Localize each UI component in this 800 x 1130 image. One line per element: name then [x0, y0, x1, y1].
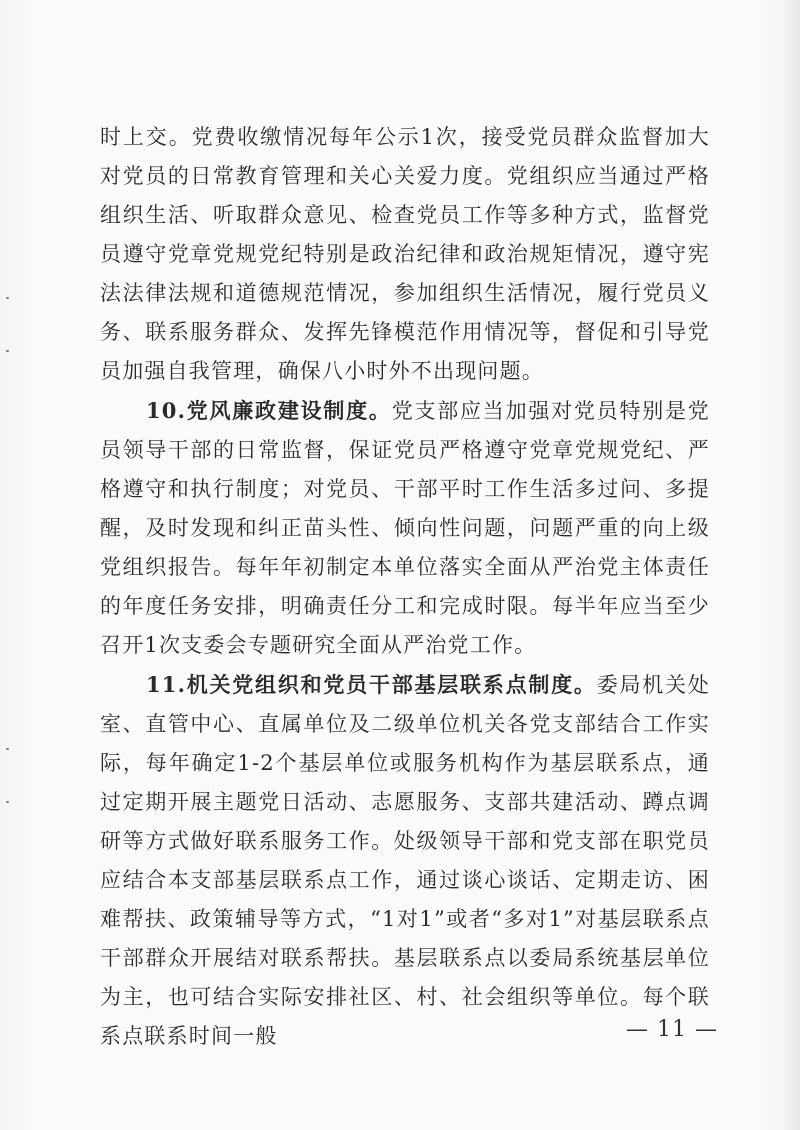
- page-number: — 11 —: [626, 1017, 718, 1042]
- page-edge-shadow: [782, 0, 800, 1130]
- paragraph-text: 时上交。党费收缴情况每年公示1次，接受党员群众监督加大对党员的日常教育管理和关心关爱力度。党组织应当通过严格组织生活、听取群众意见、检查党员工作等多种方式，监督党员遵守党章党规党纪特别是政治纪律和政治规矩情况，遵守宪法法律法规和道德规范情况，参加组织生活情况，履行党员义务、联系服务群众、发挥先锋模范作用情况等，督促和引导党员加强自我管理，确保八小时外不出现问题。: [100, 125, 710, 383]
- section-heading: 11.机关党组织和党员干部基层联系点制度。: [146, 672, 597, 697]
- binding-hole-mark: [6, 350, 9, 352]
- binding-hole-mark: [6, 748, 9, 750]
- section-heading: 10.党风廉政建设制度。: [146, 398, 392, 423]
- paragraph-party-conduct: [100, 391, 710, 665]
- paragraph-text: 党支部应当加强对党员特别是党员领导干部的日常监督，保证党员严格遵守党章党规党纪、严格遵守和执行制度；对党员、干部平时工作生活多过问、多提醒，及时发现和纠正苗头性、倾向性问题，问题严重的向上级党组织报告。每年年初制定本单位落实全面从严治党主体责任的年度任务安排，明确责任分工和完成时限。每半年应当至少召开1次支委会专题研究全面从严治党工作。: [100, 399, 710, 657]
- binding-hole-mark: [6, 297, 9, 299]
- document-body: [100, 118, 710, 1056]
- paragraph-contact-points: [100, 665, 710, 1056]
- binding-hole-mark: [6, 801, 9, 803]
- paragraph-continuation: [100, 118, 710, 391]
- paragraph-text: 委局机关处室、直管中心、直属单位及二级单位机关各党支部结合工作实际，每年确定1-2个基层单位或服务机构作为基层联系点，通过定期开展主题党日活动、志愿服务、支部共建活动、蹲点调研等方式做好联系服务工作。处级领导干部和党支部在职党员应结合本支部基层联系点工作，通过谈心谈话、定期走访、困难帮扶、政策辅导等方式，“1对1”或者“多对1”对基层联系点干部群众开展结对联系帮扶。基层联系点以委局系统基层单位为主，也可结合实际安排社区、村、社会组织等单位。每个联系点联系时间一般: [100, 673, 711, 1048]
